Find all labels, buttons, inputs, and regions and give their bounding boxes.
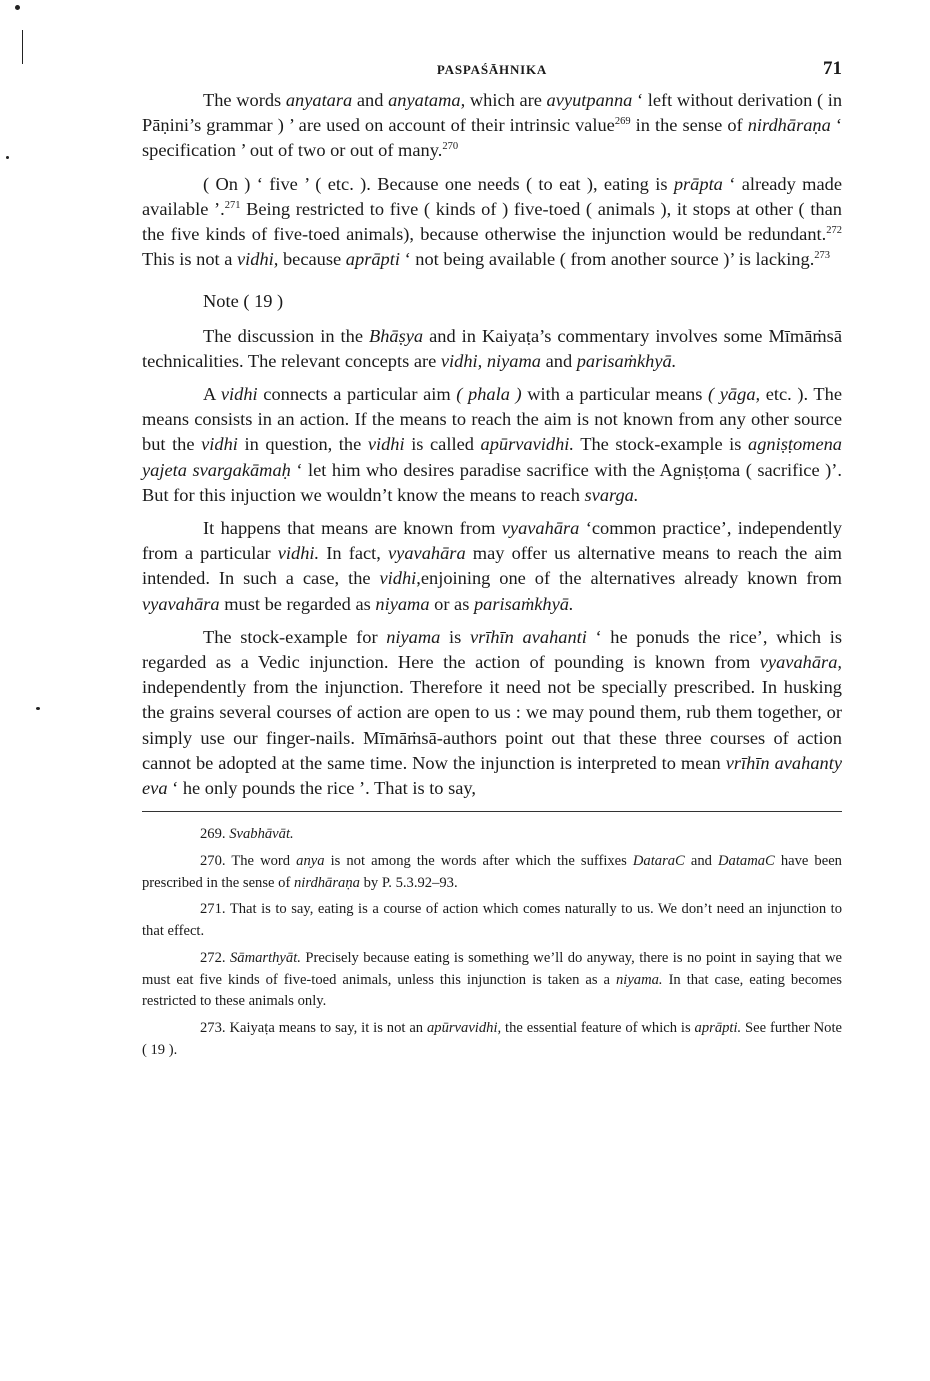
paragraph: ( On ) ‘ five ’ ( etc. ). Because one needs ( to eat ), eating is prāpta ‘ already made available ’.$^{271}$ Being restricted to five ( kinds of ) five-toed ( animals ), it stops at other ( than the five kinds of five-toed animals), because otherwise the injunction would be redundant.$^{272}$ This is not a vidhi, because aprāpti ‘ not being available ( from another source )’ is lacking.$^{273}$	[142, 173, 842, 270]
footnote-ref: 271	[224, 199, 241, 211]
footnote-270: 270. The word anya is not among the words after which the suffixes DataraC and DatamaC have been prescribed in the sense of nirdhāraṇa by P. 5.3.92–93.	[142, 852, 842, 891]
scan-speck	[22, 30, 23, 64]
footnote-ref: 272	[826, 225, 842, 237]
paragraph: The words anyatara and anyatama, which are avyutpanna ‘ left without derivation ( in Pāṇini’s grammar ) ’ are used on account of their intrinsic value$^{269}$ in the sense of nirdhāraṇa ‘ specification ’ out of two or out of many.$^{270}$	[142, 90, 843, 161]
scan-speck	[15, 5, 20, 10]
footnote-273: 273. Kaiyaṭa means to say, it is not an apūrvavidhi, the essential feature of which is aprāpti. See further Note ( 19 ).	[142, 1019, 842, 1058]
paragraph: The stock-example for niyama is vrīhīn avahanti ‘ he ponuds the rice’, which is regarded as a Vedic injunction. Here the action of pounding is known from vyavahāra, independently from the injunction. Therefore it need not be specially prescribed. In husking the grains several courses of action are open to us : we may pound them, rub them together, or simply use our finger-nails. Mīmāṁsā-authors point out that these three courses of action cannot be adopted at the same time. Now the injunction is interpreted to mean vrīhīn avahanty eva ‘ he only pounds the rice ’. That is to say,	[142, 626, 842, 799]
page-number: 71	[823, 58, 842, 79]
footnotes	[142, 824, 842, 1061]
note-heading: Note ( 19 )	[203, 291, 284, 312]
paragraph: A vidhi connects a particular aim ( phala ) with a particular means ( yāga, etc. ). The means consists in an action. If the means to reach the aim is not known from any other source but the vidhi in question, the vidhi is called apūrvavidhi. The stock-example is agniṣṭomena yajeta svargakāmaḥ ‘ let him who desires paradise sacrifice with the Agniṣṭoma ( sacrifice )’. But for this injuction we wouldn’t know the means to reach svarga.	[142, 384, 843, 505]
paragraph: It happens that means are known from vyavahāra ‘common practice’, independently from a particular vidhi. In fact, vyavahāra may offer us alternative means to reach the aim intended. In such a case, the vidhi,enjoining one of the alternatives already known from vyavahāra must be regarded as niyama or as parisaṁkhyā.	[142, 518, 842, 614]
footnote-ref: 270	[442, 141, 459, 153]
main-text	[142, 88, 842, 801]
scan-speck	[6, 156, 9, 159]
running-title: PASPAŚĀHNIKA	[436, 62, 548, 77]
paragraph: The discussion in the Bhāṣya and in Kaiyaṭa’s commentary involves some Mīmāṁsā technicalities. The relevant concepts are vidhi, niyama and parisaṁkhyā.	[142, 325, 843, 371]
scan-speck	[36, 707, 40, 710]
footnote-272: 272. Sāmarthyāt. Precisely because eating is something we’ll do anyway, there is no point in saying that we must eat five kinds of five-toed animals, unless this injunction is taken as a niyama. In that case, eating becomes restricted to these animals only.	[142, 949, 842, 1010]
footnote-ref: 273	[814, 250, 831, 262]
footnote-ref: 269	[614, 116, 631, 128]
page	[142, 52, 842, 1066]
footnote-divider	[142, 811, 842, 812]
footnote-271: 271. That is to say, eating is a course of action which comes naturally to us. We don’t need an injunction to that effect.	[142, 901, 842, 940]
page-header	[142, 52, 842, 88]
footnote-269: 269. Svabhāvāt.	[200, 826, 294, 843]
